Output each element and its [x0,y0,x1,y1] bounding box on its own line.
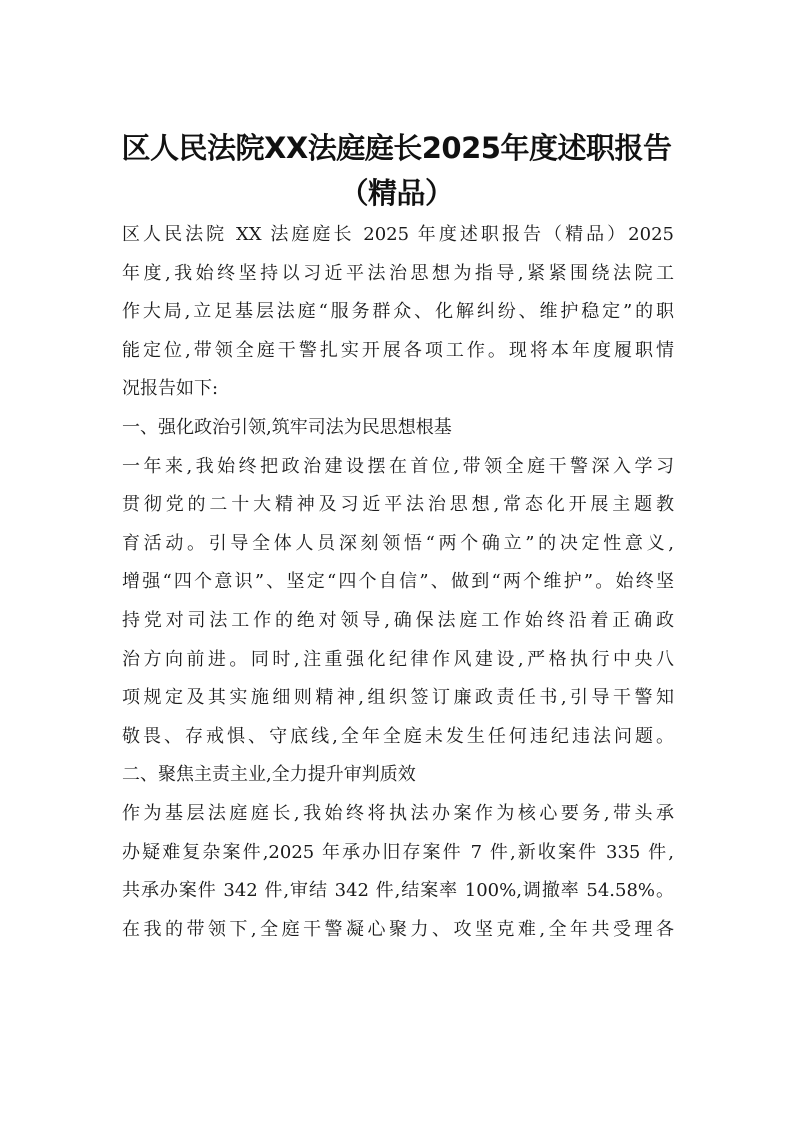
paragraph-line: 贯彻党的二十大精神及习近平法治思想,常态化开展主题教 [122,494,674,516]
paragraph-line: 一年来,我始终把政治建设摆在首位,带领全庭干警深入学习 [122,455,674,477]
paragraph-line: 在我的带领下,全庭干警凝心聚力、攻坚克难,全年共受理各 [122,918,674,940]
paragraph-line: 作大局,立足基层法庭“服务群众、化解纠纷、维护稳定”的职 [122,301,674,323]
paragraph-line: 况报告如下: [122,378,219,400]
section-heading: 一、强化政治引领,筑牢司法为民思想根基 [122,416,452,438]
paragraph-line: 治方向前进。同时,注重强化纪律作风建设,严格执行中央八 [122,648,674,670]
document-title: 区人民法院XX法庭庭长2025年度述职报告 [121,131,672,165]
paragraph-line: 办疑难复杂案件,2025 年承办旧存案件 7 件,新收案件 335 件, [122,841,674,863]
paragraph-line: 增强“四个意识”、坚定“四个自信”、做到“两个维护”。始终坚 [122,571,674,593]
paragraph-line: 年度,我始终坚持以习近平法治思想为指导,紧紧围绕法院工 [122,262,674,284]
document-title-suffix: （精品） [339,176,454,210]
paragraph-line: 作为基层法庭庭长,我始终将执法办案作为核心要务,带头承 [122,802,674,824]
paragraph-line: 区人民法院 XX 法庭庭长 2025 年度述职报告（精品）2025 [122,224,674,245]
paragraph-line: 能定位,带领全庭干警扎实开展各项工作。现将本年度履职情 [122,339,674,361]
paragraph-line: 育活动。引导全体人员深刻领悟“两个确立”的决定性意义, [122,532,674,554]
section-heading: 二、聚焦主责主业,全力提升审判质效 [122,764,416,786]
document-body [122,216,674,949]
paragraph-line: 敬畏、存戒惧、守底线,全年全庭未发生任何违纪违法问题。 [122,725,674,747]
paragraph-line: 持党对司法工作的绝对领导,确保法庭工作始终沿着正确政 [122,609,674,631]
paragraph-line: 共承办案件 342 件,审结 342 件,结案率 100%,调撤率 54.58%。 [122,880,674,902]
paragraph-line: 项规定及其实施细则精神,组织签订廉政责任书,引导干警知 [122,687,674,709]
